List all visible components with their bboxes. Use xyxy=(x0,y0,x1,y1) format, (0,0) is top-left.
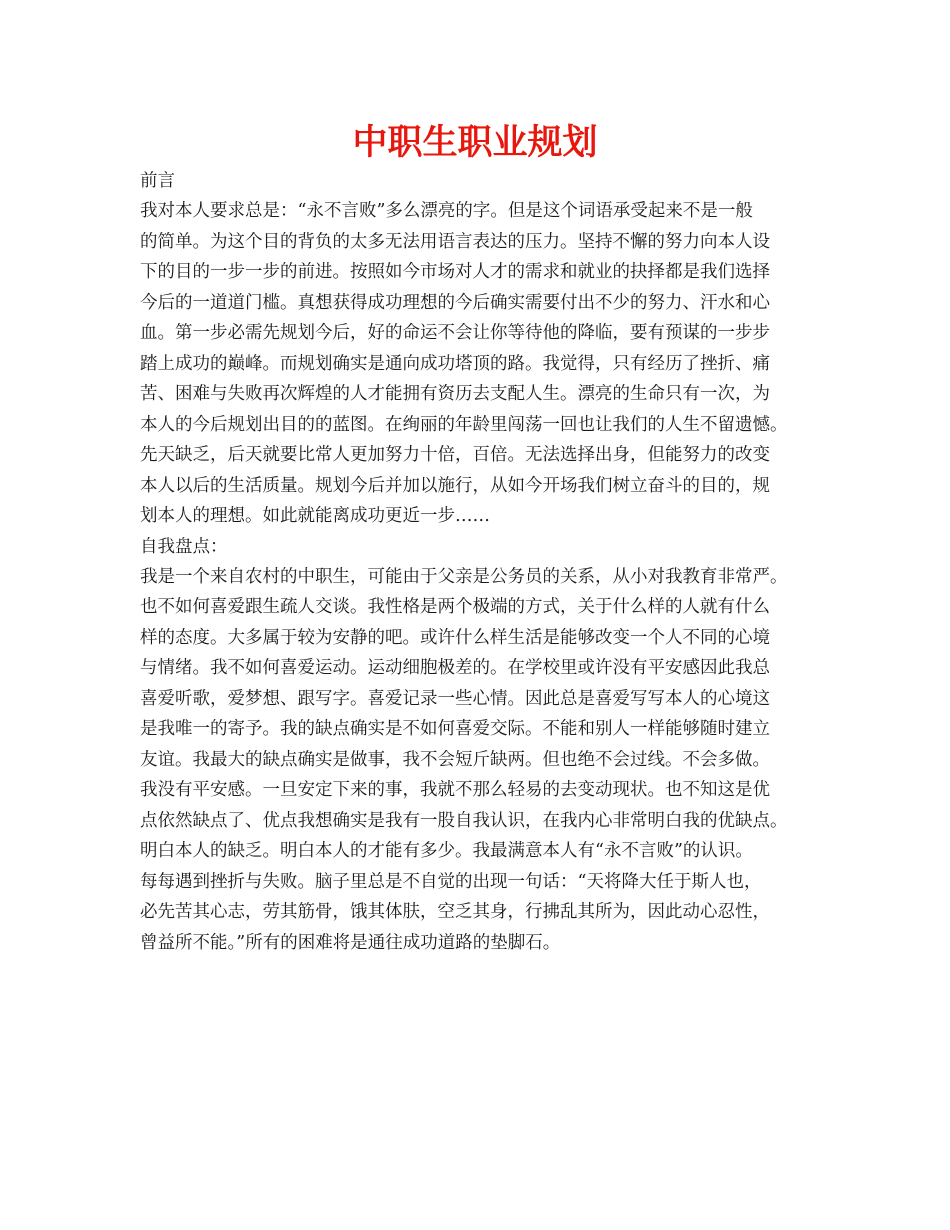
paragraph-line: 点依然缺点了、优点我想确实是我有一股自我认识，在我内心非常明白我的优缺点。 xyxy=(140,810,788,831)
paragraph-line: 血。第一步必需先规划今后，好的命运不会让你等待他的降临，要有预谋的一步步 xyxy=(140,323,770,343)
paragraph-line: 本人的今后规划出目的的蓝图。在绚丽的年龄里闯荡一回也让我们的人生不留遗憾。 xyxy=(140,414,788,435)
paragraph-line: 必先苦其心志，劳其筋骨，饿其体肤，空乏其身，行拂乱其所为，因此动心忍性， xyxy=(140,902,770,922)
document-title: 中职生职业规划 xyxy=(352,123,598,163)
paragraph-line: 我没有平安感。一旦安定下来的事，我就不那么轻易的去变动现状。也不知这是优 xyxy=(140,780,770,800)
paragraph-line: 与情绪。我不如何喜爱运动。运动细胞极差的。在学校里或许没有平安感因此我总 xyxy=(140,658,770,678)
document-body xyxy=(140,166,830,958)
paragraph-line: 今后的一道道门槛。真想获得成功理想的今后确实需要付出不少的努力、汗水和心 xyxy=(140,292,770,313)
paragraph-line: 样的态度。大多属于较为安静的吧。或许什么样生活是能够改变一个人不同的心境 xyxy=(140,627,770,648)
paragraph-line: 每每遇到挫折与失败。脑子里总是不自觉的出现一句话：“天将降大任于斯人也， xyxy=(140,871,762,892)
paragraph-line: 的简单。为这个目的背负的太多无法用语言表达的压力。坚持不懈的努力向本人设 xyxy=(140,231,770,252)
paragraph-line: 曾益所不能。”所有的困难将是通往成功道路的垫脚石。 xyxy=(140,932,561,953)
paragraph-line: 下的目的一步一步的前进。按照如今市场对人才的需求和就业的抉择都是我们选择 xyxy=(140,262,770,282)
paragraph-line: 踏上成功的巅峰。而规划确实是通向成功塔顶的路。我觉得，只有经历了挫折、痛 xyxy=(140,353,770,374)
paragraph-line: 我对本人要求总是：“永不言败”多么漂亮的字。但是这个词语承受起来不是一般 xyxy=(140,201,753,221)
paragraph-line: 也不如何喜爱跟生疏人交谈。我性格是两个极端的方式，关于什么样的人就有什么 xyxy=(140,597,770,617)
paragraph-line: 划本人的理想。如此就能离成功更近一步…… xyxy=(140,506,490,526)
paragraph-line: 明白本人的缺乏。明白本人的才能有多少。我最满意本人有“永不言败”的认识。 xyxy=(140,841,753,861)
paragraph-line: 先天缺乏，后天就要比常人更加努力十倍，百倍。无法选择出身，但能努力的改变 xyxy=(140,445,770,465)
paragraph-line: 是我唯一的寄予。我的缺点确实是不如何喜爱交际。不能和别人一样能够随时建立 xyxy=(140,719,770,739)
section-heading-preface: 前言 xyxy=(140,171,175,191)
paragraph-line: 喜爱听歌，爱梦想、跟写字。喜爱记录一些心情。因此总是喜爱写写本人的心境这 xyxy=(140,688,770,709)
section-heading-self-review: 自我盘点： xyxy=(140,536,228,557)
paragraph-line: 友谊。我最大的缺点确实是做事，我不会短斤缺两。但也绝不会过线。不会多做。 xyxy=(140,749,770,770)
paragraph-line: 本人以后的生活质量。规划今后并加以施行，从如今开场我们树立奋斗的目的，规 xyxy=(140,475,770,496)
paragraph-line: 苦、困难与失败再次辉煌的人才能拥有资历去支配人生。漂亮的生命只有一次，为 xyxy=(140,384,770,404)
paragraph-line: 我是一个来自农村的中职生，可能由于父亲是公务员的关系，从小对我教育非常严。 xyxy=(140,566,788,587)
